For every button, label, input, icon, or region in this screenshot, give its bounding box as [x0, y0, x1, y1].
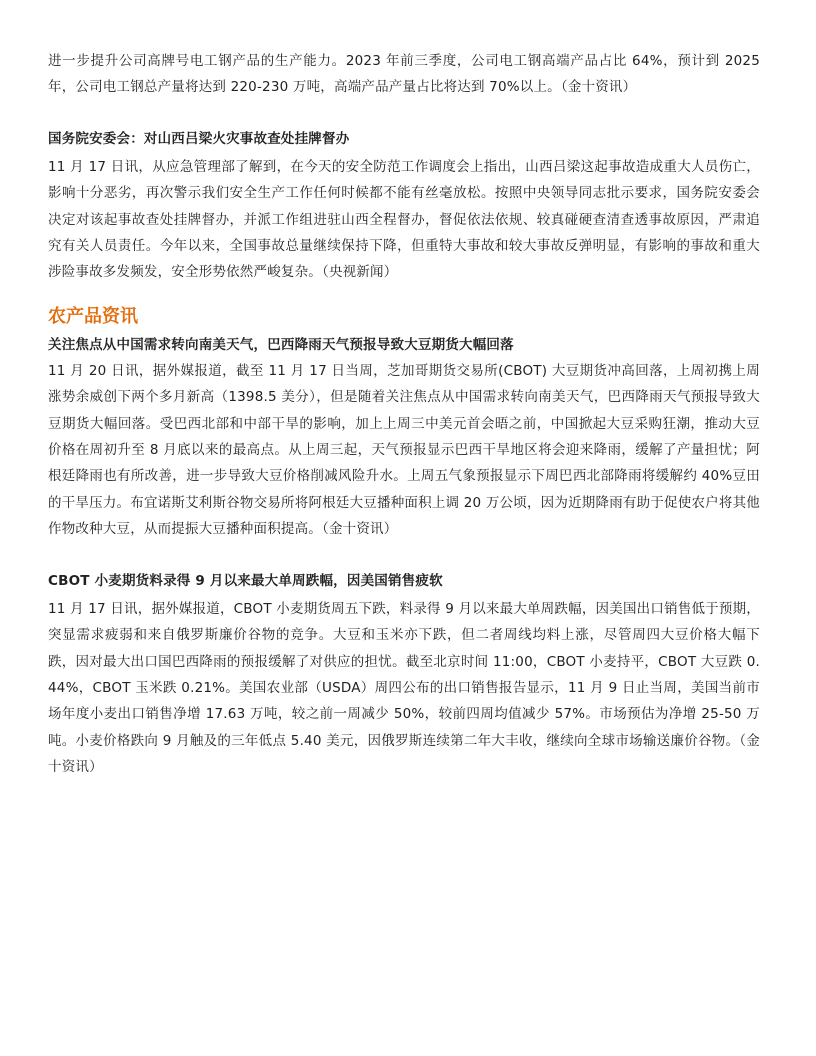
article-body-safety: 11 月 17 日讯，从应急管理部了解到，在今天的安全防范工作调度会上指出，山西吕梁这起事故造成重大人员伤亡，影响十分恶劣，再次警示我们安全生产工作任何时候都不能有丝毫放松。按照中央领导同志批示要求，国务院安委会决定对该起事故查处挂牌督办，并派工作组进驻山西全程督办，督促依法依规、较真碰硬查清查透事故原因，严肃追究有关人员责任。今年以来，全国事故总量继续保持下降，但重特大事故和较大事故反弹明显，有影响的事故和重大涉险事故多发频发，安全形势依然严峻复杂。（央视新闻）	[48, 158, 760, 281]
article-headline-wheat: CBOT 小麦期货料录得 9 月以来最大单周跌幅，因美国销售疲软	[48, 572, 443, 589]
article-headline-soybean: 关注焦点从中国需求转向南美天气，巴西降雨天气预报导致大豆期货大幅回落	[48, 336, 514, 353]
section-title-agriculture: 农产品资讯	[48, 305, 138, 327]
spacer	[48, 543, 760, 568]
article-body-soybean: 11 月 20 日讯，据外媒报道，截至 11 月 17 日当周，芝加哥期货交易所(CBOT) 大豆期货冲高回落，上周初携上周涨势余威创下两个多月新高（1398.5 美分），但是随着关注焦点从中国需求转向南美天气，巴西降雨天气预报导致大豆期货大幅回落。受巴西北部和中部干旱的影响，加上上周三中美元首会晤之前，中国掀起大豆采购狂潮，推动大豆价格在周初升至 8 月底以来的最高点。从上周三起，天气预报显示巴西干旱地区将会迎来降雨，缓解了产量担忧；阿根廷降雨也有所改善，进一步导致大豆价格削减风险升水。上周五气象预报显示下周巴西北部降雨将缓解约 40%豆田的干旱压力。布宜诺斯艾利斯谷物交易所将阿根廷大豆播种面积上调 20 万公顷，因为近期降雨有助于促使农户将其他作物改种大豆，从而提振大豆播种面积提高。（金十资讯）	[48, 362, 760, 538]
article-headline-safety: 国务院安委会：对山西吕梁火灾事故查处挂牌督办	[48, 130, 350, 147]
spacer	[48, 101, 760, 126]
article-body-wheat: 11 月 17 日讯，据外媒报道，CBOT 小麦期货周五下跌，料录得 9 月以来最大单周跌幅，因美国出口销售低于预期，突显需求疲弱和来自俄罗斯廉价谷物的竞争。大豆和玉米亦下跌，但二者周线均料上涨，尽管周四大豆价格大幅下跌，因对最大出口国巴西降雨的预报缓解了对供应的担忧。截至北京时间 11:00，CBOT 小麦持平，CBOT 大豆跌 0.44%，CBOT 玉米跌 0.21%。美国农业部（USDA）周四公布的出口销售报告显示，11 月 9 日止当周，美国当前市场年度小麦出口销售净增 17.63 万吨，较之前一周减少 50%，较前四周均值减少 57%。市场预估为净增 25-50 万吨。小麦价格跌向 9 月触及的三年低点 5.40 美元，因俄罗斯连续第二年大丰收，继续向全球市场输送廉价谷物。（金十资讯）	[48, 600, 760, 776]
intro-paragraph: 进一步提升公司高牌号电工钢产品的生产能力。2023 年前三季度，公司电工钢高端产品占比 64%，预计到 2025 年，公司电工钢总产量将达到 220-230 万吨，高端产品产量占比将达到 70%以上。（金十资讯）	[48, 53, 760, 96]
spacer	[48, 286, 760, 304]
document-page	[48, 48, 760, 781]
